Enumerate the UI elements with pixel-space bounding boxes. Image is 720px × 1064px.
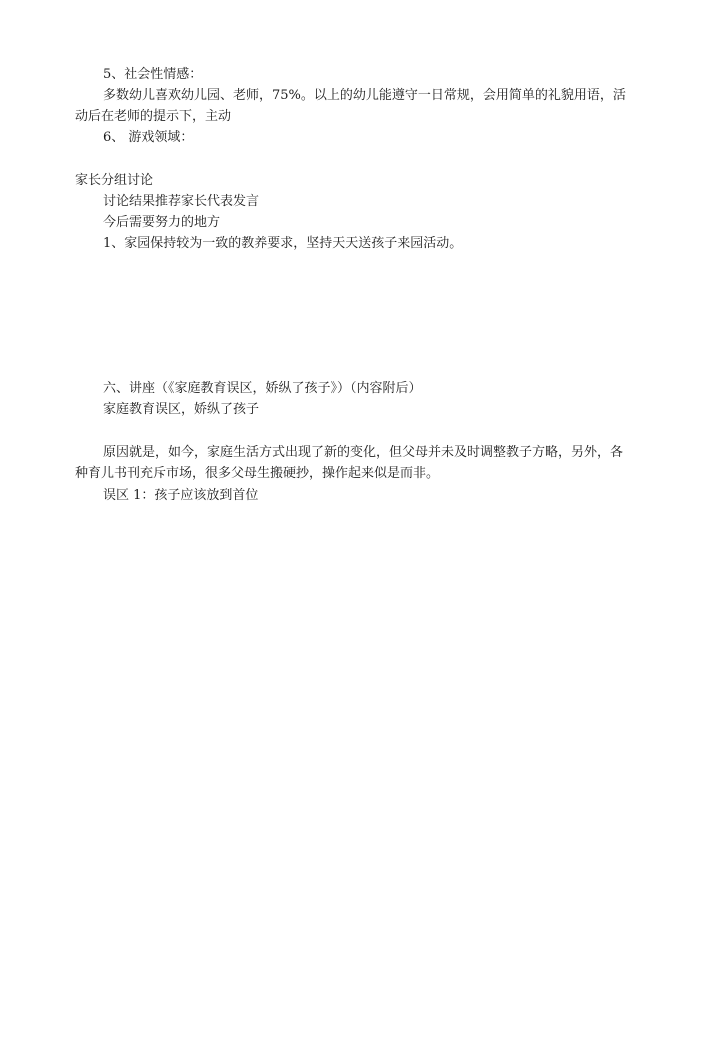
paragraph-line: 讨论结果推荐家长代表发言 [103,194,260,209]
paragraph-line: 种育儿书刊充斥市场，很多父母生搬硬抄，操作起来似是而非。 [75,466,440,481]
heading-lecture: 六、讲座（《家庭教育误区，娇纵了孩子》）（内容附后） [103,381,422,396]
list-item: 1、家园保持较为一致的教养要求，坚持天天送孩子来园活动。 [103,236,463,251]
paragraph-line: 今后需要努力的地方 [103,215,221,230]
heading-parent-discussion: 家长分组讨论 [75,173,154,188]
paragraph-line: 多数幼儿喜欢幼儿园、老师，75%。以上的幼儿能遵守一日常规，会用简单的礼貌用语，活 [103,88,626,103]
paragraph-line: 原因就是，如今，家庭生活方式出现了新的变化，但父母并未及时调整教子方略，另外，各 [103,445,624,460]
section-heading-game-domain: 6、 游戏领域： [103,130,194,145]
section-heading-social-emotion: 5、社会性情感： [103,67,203,82]
subheading-lecture-title: 家庭教育误区，娇纵了孩子 [103,402,260,417]
heading-misconception-1: 误区 1：孩子应该放到首位 [103,488,259,503]
paragraph-line: 动后在老师的提示下，主动 [75,109,232,124]
